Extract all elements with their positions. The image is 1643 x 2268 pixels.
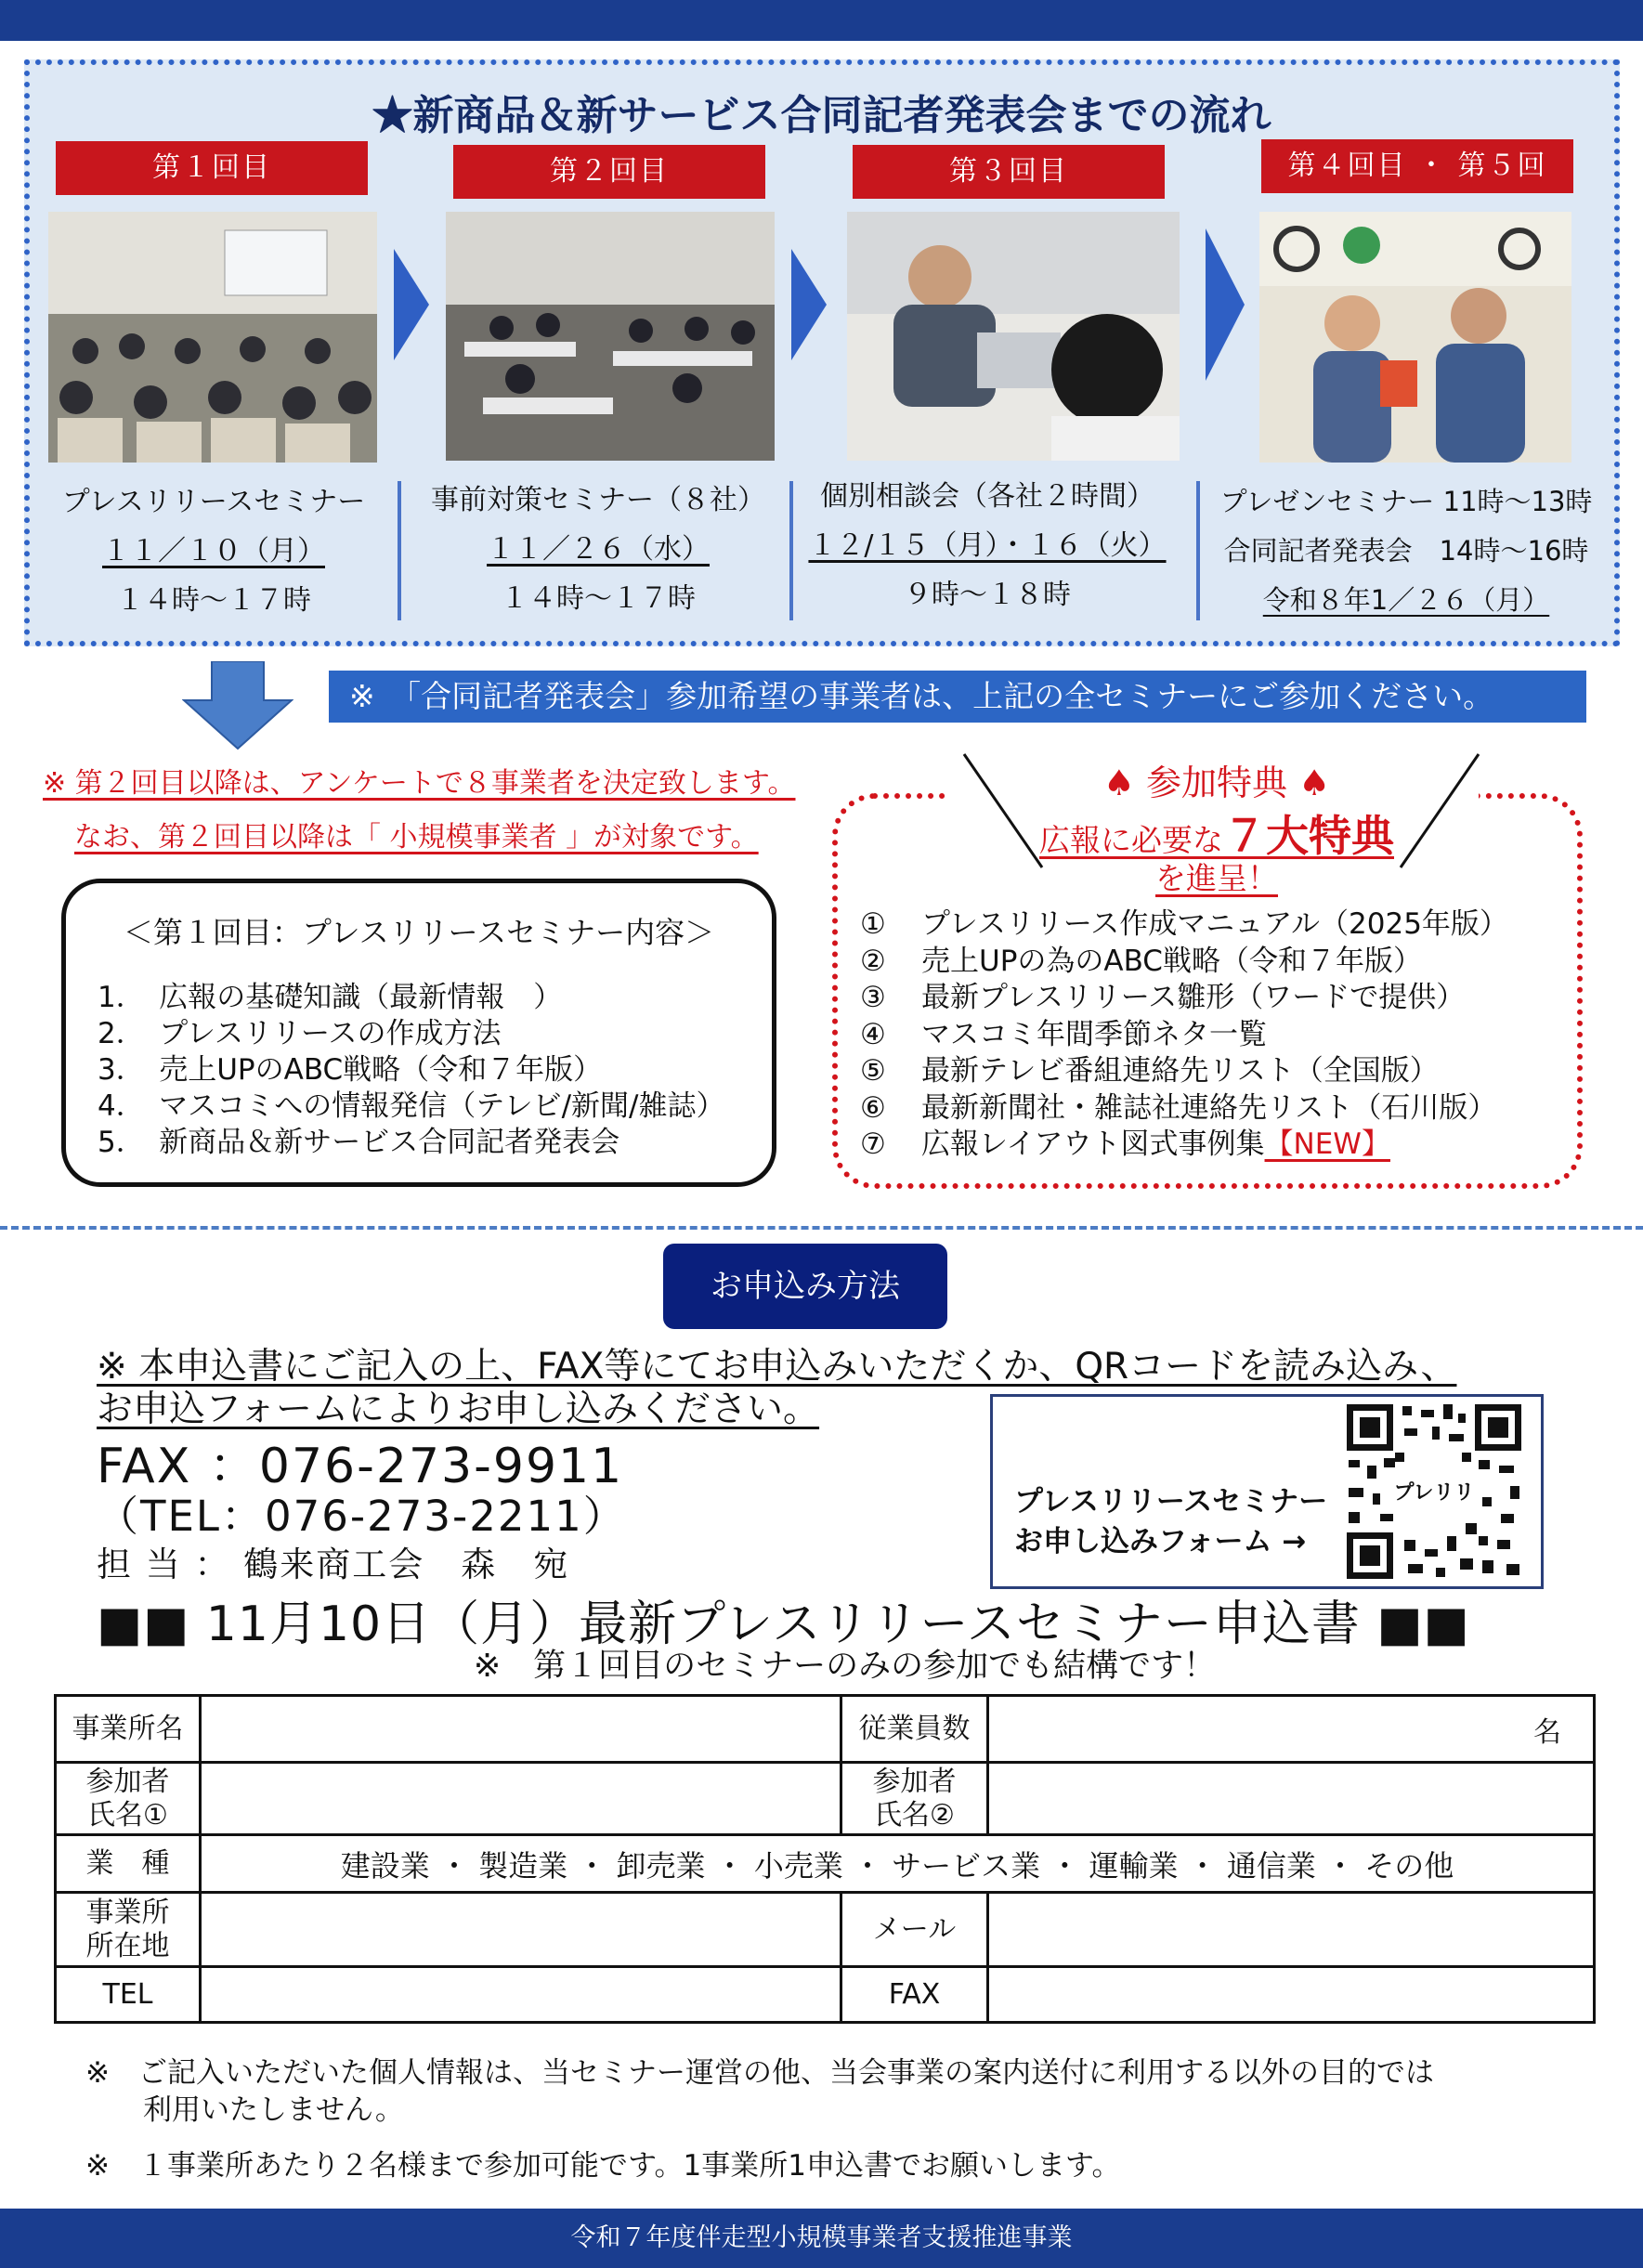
privacy-note-line-1: ※ ご記入いただいた個人情報は、当セミナー運営の他、当会事業の案内送付に利用する以外の目的では (85, 2056, 1434, 2090)
stage-2-title: 事前対策セミナー（８社） (431, 484, 765, 516)
business-name-label: 事業所名 (56, 1696, 201, 1763)
seminar-content-list (98, 980, 725, 1161)
list-item: ③ 最新プレスリリース雛形（ワードで提供） (860, 981, 1466, 1014)
qr-label-line-2: お申し込みフォーム → (1014, 1525, 1307, 1558)
flow-arrow-3 (1206, 228, 1245, 381)
business-name-field[interactable] (201, 1696, 841, 1763)
benefits-sub-big: ７大特典 (1223, 811, 1394, 861)
stage-3-text (797, 472, 1178, 619)
section-divider (0, 1226, 1643, 1230)
qr-overlay-text: プレリリ (1393, 1481, 1475, 1505)
participant-2-field[interactable] (988, 1763, 1595, 1835)
list-item: ② 売上UPの為のABC戦略（令和７年版） (860, 944, 1422, 978)
stage-2-text (412, 476, 784, 623)
stage-4-date: 令和８年1／２６（月） (1262, 584, 1550, 616)
list-item: 2． プレスリリースの作成方法 (98, 1017, 502, 1050)
qr-code-icon[interactable] (1343, 1401, 1525, 1583)
stage-1-time: １４時～１７時 (116, 584, 311, 617)
stage-3-date: １２/１５（月）・１６（火） (808, 529, 1167, 562)
top-banner (0, 0, 1643, 41)
stage-4-press: 合同記者発表会 14時～16時 (1223, 535, 1589, 567)
apply-method-button[interactable]: お申込み方法 (663, 1244, 947, 1329)
stage-1-label: 第１回目 (56, 141, 368, 195)
stage-4-text (1202, 477, 1610, 625)
stage-2-label: 第２回目 (453, 145, 765, 199)
benefits-sub-pre: 広報に必要な (1039, 822, 1223, 858)
presentation-photo (1259, 212, 1571, 463)
target-note: なお、第２回目以降は「 小規模事業者 」が対象です。 (74, 821, 759, 854)
list-item: ⑦ 広報レイアウト図式事例集【NEW】 (860, 1127, 1390, 1161)
stage-1-text (37, 477, 390, 625)
form-title: ■■ 11月10日（月）最新プレスリリースセミナー申込書 ■■ (97, 1597, 1470, 1652)
participation-notice: ※ 「合同記者発表会」参加希望の事業者は、上記の全セミナーにご参加ください。 (329, 671, 1586, 723)
seminar-photo-2 (446, 212, 775, 461)
participant-1-field[interactable] (201, 1763, 841, 1835)
flow-title: ★新商品＆新サービス合同記者発表会までの流れ (372, 92, 1271, 139)
stage-divider-2 (789, 481, 793, 620)
application-form (54, 1694, 1596, 2024)
list-item: ④ マスコミ年間季節ネタ一覧 (860, 1017, 1267, 1051)
employees-unit: 名 (1533, 1715, 1561, 1749)
qr-label (1014, 1482, 1327, 1562)
consultation-photo (847, 212, 1180, 461)
list-item: ⑥ 最新新聞社・雑誌社連絡先リスト（石川版） (860, 1090, 1497, 1125)
participant-1-label: 参加者 氏名① (56, 1763, 201, 1835)
seminar-content-title: ＜第１回目：プレスリリースセミナー内容＞ (123, 915, 715, 950)
stage-4-label: 第４回目 ・ 第５回 (1261, 139, 1573, 193)
stage-1-date: １１／１０（月） (102, 535, 325, 567)
form-subtitle: ※ 第１回目のセミナーのみの参加でも結構です！ (473, 1648, 1217, 1685)
privacy-note-line-2: 利用いたしません。 (143, 2093, 404, 2127)
email-field[interactable] (988, 1893, 1595, 1967)
selection-note: ※ 第２回目以降は、アンケートで８事業者を決定致します。 (43, 767, 796, 800)
stage-2-time: １４時～１７時 (501, 582, 696, 615)
limit-note: ※ １事業所あたり２名様まで参加可能です。1事業所1申込書でお願いします。 (85, 2149, 1121, 2183)
industry-label: 業 種 (56, 1835, 201, 1893)
list-item: 1． 広報の基礎知識（最新情報 ） (98, 981, 563, 1014)
list-item: ⑤ 最新テレビ番組連絡先リスト（全国版） (860, 1054, 1439, 1088)
tel-label: TEL (56, 1967, 201, 2023)
stage-2-date: １１／２６（水） (487, 533, 710, 566)
seminar-photo-1 (48, 212, 377, 463)
stage-1-title: プレスリリースセミナー (61, 486, 366, 518)
tel-field[interactable] (201, 1967, 841, 2023)
stage-3-time: ９時～１８時 (904, 579, 1071, 611)
address-field[interactable] (201, 1893, 841, 1967)
fax-field[interactable] (988, 1967, 1595, 2023)
employees-field[interactable] (988, 1696, 1595, 1763)
tel-number: （TEL：076-273-2211） (97, 1492, 627, 1541)
list-item: 4． マスコミへの情報発信（テレビ/新聞/雑誌） (98, 1089, 725, 1123)
footer-banner: 令和７年度伴走型小規模事業者支援推進事業 (0, 2209, 1643, 2268)
fax-label: FAX (841, 1967, 988, 2023)
address-label: 事業所 所在地 (56, 1893, 201, 1967)
flow-arrow-1 (394, 249, 429, 360)
fax-number: FAX ：076-273-9911 (97, 1439, 624, 1494)
benefits-heading: ♠ 参加特典 ♠ (1102, 763, 1331, 803)
list-item: ① プレスリリース作成マニュアル（2025年版） (860, 907, 1508, 941)
stage-3-label: 第３回目 (853, 145, 1165, 199)
qr-label-line-1: プレスリリースセミナー (1014, 1485, 1328, 1519)
stage-divider-1 (398, 481, 401, 620)
stage-3-title: 個別相談会（各社２時間） (820, 480, 1154, 513)
stage-divider-3 (1196, 481, 1200, 620)
flow-arrow-2 (791, 249, 827, 360)
apply-instruction-2: お申込フォームによりお申し込みください。 (97, 1388, 820, 1430)
benefits-list (860, 906, 1508, 1164)
down-arrow-icon (182, 661, 293, 750)
industry-options[interactable]: 建設業 ・ 製造業 ・ 卸売業 ・ 小売業 ・ サービス業 ・ 運輸業 ・ 通信業 ・ その他 (201, 1835, 1595, 1893)
participant-2-label: 参加者 氏名② (841, 1763, 988, 1835)
new-badge: 【NEW】 (1264, 1127, 1390, 1161)
seminar-content-box (61, 879, 776, 1187)
contact-person: 担 当 ： 鶴来商工会 森 宛 (97, 1545, 570, 1584)
stage-4-title: プレゼンセミナー 11時～13時 (1219, 486, 1593, 517)
apply-instruction-1: ※ 本申込書にご記入の上、FAX等にてお申込みいただくか、QRコードを読み込み、 (97, 1346, 1457, 1388)
benefits-sub-post: を進呈！ (1155, 860, 1278, 896)
employees-label: 従業員数 (841, 1696, 988, 1763)
list-item: 5． 新商品＆新サービス合同記者発表会 (98, 1126, 620, 1159)
privacy-note (85, 2054, 1434, 2129)
email-label: メール (841, 1893, 988, 1967)
list-item: 3． 売上UPのABC戦略（令和７年版） (98, 1053, 603, 1087)
